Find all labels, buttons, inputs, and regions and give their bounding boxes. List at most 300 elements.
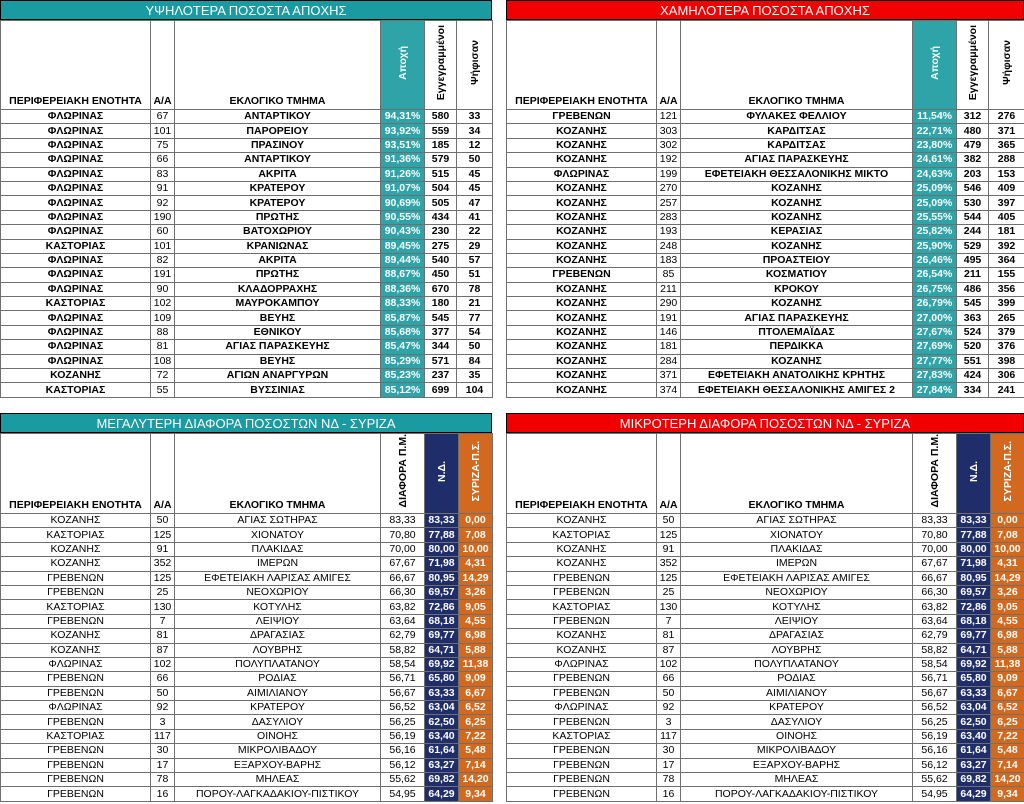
cell-region: ΓΡΕΒΕΝΩΝ [507, 268, 657, 282]
cell-nd: 68,18 [425, 614, 459, 628]
table-row [1, 773, 493, 787]
cell-aa: 87 [657, 643, 681, 657]
col-header-voted: Ψήφισαν [989, 21, 1024, 110]
cell-section: ΠΕΡΔΙΚΚΑ [681, 340, 913, 354]
cell-abstention: 25,55% [913, 210, 957, 224]
cell-section: ΑΙΜΙΛΙΑΝΟΥ [681, 686, 913, 700]
table-row [1, 297, 493, 311]
cell-section: ΠΡΑΣΙΝΟΥ [175, 138, 381, 152]
cell-syriza: 14,29 [459, 571, 493, 585]
cell-diff: 58,82 [913, 643, 957, 657]
cell-section: ΚΟΤΥΛΗΣ [681, 600, 913, 614]
cell-diff: 56,12 [381, 758, 425, 772]
cell-abstention: 90,55% [381, 210, 425, 224]
table-row [1, 369, 493, 383]
table-row [507, 729, 1024, 743]
cell-region: ΓΡΕΒΕΝΩΝ [507, 787, 657, 801]
cell-section: ΑΓΙΑΣ ΠΑΡΑΣΚΕΥΗΣ [681, 153, 913, 167]
cell-abstention: 23,80% [913, 138, 957, 152]
cell-diff: 66,67 [381, 571, 425, 585]
cell-aa: 270 [657, 181, 681, 195]
cell-diff: 63,82 [913, 600, 957, 614]
cell-aa: 55 [151, 383, 175, 397]
col-header-aa: Α/Α [151, 21, 175, 110]
cell-voted: 181 [989, 225, 1024, 239]
cell-aa: 50 [151, 514, 175, 528]
cell-region: ΓΡΕΒΕΝΩΝ [507, 110, 657, 124]
table-row [1, 614, 493, 628]
cell-aa: 102 [151, 297, 175, 311]
panel-title: ΧΑΜΗΛΟΤΕΡΑ ΠΟΣΟΣΤΑ ΑΠΟΧΗΣ [506, 0, 1024, 20]
col-header-region: ΠΕΡΙΦΕΡΕΙΑΚΗ ΕΝΟΤΗΤΑ [1, 434, 151, 514]
cell-registered: 377 [425, 325, 457, 339]
cell-region: ΦΛΩΡΙΝΑΣ [1, 225, 151, 239]
cell-diff: 70,00 [381, 542, 425, 556]
cell-voted: 50 [457, 340, 493, 354]
cell-voted: 376 [989, 340, 1024, 354]
cell-aa: 66 [151, 672, 175, 686]
cell-nd: 69,82 [957, 773, 991, 787]
cell-diff: 62,79 [913, 629, 957, 643]
table-row [507, 138, 1024, 152]
difference-table [506, 433, 1024, 802]
cell-aa: 87 [151, 643, 175, 657]
cell-region: ΓΡΕΒΕΝΩΝ [507, 744, 657, 758]
cell-nd: 62,50 [425, 715, 459, 729]
cell-nd: 63,33 [957, 686, 991, 700]
cell-abstention: 91,36% [381, 153, 425, 167]
cell-region: ΚΟΖΑΝΗΣ [507, 124, 657, 138]
cell-section: ΕΦΕΤΕΙΑΚΗ ΛΑΡΙΣΑΣ ΑΜΙΓΕΣ [681, 571, 913, 585]
cell-voted: 45 [457, 167, 493, 181]
cell-voted: 54 [457, 325, 493, 339]
cell-section: ΛΟΥΒΡΗΣ [681, 643, 913, 657]
cell-abstention: 26,79% [913, 297, 957, 311]
cell-voted: 379 [989, 325, 1024, 339]
cell-nd: 63,04 [957, 701, 991, 715]
panel-title: ΥΨΗΛΟΤΕΡΑ ΠΟΣΟΣΤΑ ΑΠΟΧΗΣ [0, 0, 492, 20]
cell-nd: 64,29 [425, 787, 459, 801]
cell-syriza: 7,22 [459, 729, 493, 743]
cell-registered: 486 [957, 282, 989, 296]
cell-section: ΠΟΛΥΠΛΑΤΑΝΟΥ [175, 657, 381, 671]
cell-aa: 125 [151, 528, 175, 542]
cell-voted: 276 [989, 110, 1024, 124]
cell-region: ΓΡΕΒΕΝΩΝ [507, 571, 657, 585]
table-row [1, 672, 493, 686]
cell-syriza: 7,14 [459, 758, 493, 772]
col-header-region: ΠΕΡΙΦΕΡΕΙΑΚΗ ΕΝΟΤΗΤΑ [507, 434, 657, 514]
cell-nd: 69,57 [957, 585, 991, 599]
cell-region: ΦΛΩΡΙΝΑΣ [1, 354, 151, 368]
cell-syriza: 5,88 [459, 643, 493, 657]
cell-abstention: 93,51% [381, 138, 425, 152]
cell-registered: 450 [425, 268, 457, 282]
cell-diff: 56,16 [913, 744, 957, 758]
cell-aa: 3 [151, 715, 175, 729]
table-row [507, 340, 1024, 354]
cell-aa: 66 [151, 153, 175, 167]
cell-nd: 68,18 [957, 614, 991, 628]
cell-aa: 30 [151, 744, 175, 758]
table-row [507, 614, 1024, 628]
table-row [507, 643, 1024, 657]
cell-diff: 58,54 [913, 657, 957, 671]
cell-diff: 56,16 [381, 744, 425, 758]
cell-abstention: 91,07% [381, 181, 425, 195]
cell-section: ΠΟΛΥΠΛΑΤΑΝΟΥ [681, 657, 913, 671]
cell-region: ΚΟΖΑΝΗΣ [1, 629, 151, 643]
cell-syriza: 7,08 [991, 528, 1024, 542]
cell-section: ΕΦΕΤΕΙΑΚΗ ΘΕΣΣΑΛΟΝΙΚΗΣ ΑΜΙΓΕΣ 2 [681, 383, 913, 397]
cell-region: ΚΟΖΑΝΗΣ [507, 557, 657, 571]
largest-difference-panel [0, 413, 492, 804]
cell-region: ΓΡΕΒΕΝΩΝ [507, 715, 657, 729]
cell-diff: 54,95 [381, 787, 425, 801]
cell-region: ΚΟΖΑΝΗΣ [507, 253, 657, 267]
cell-section: ΠΑΡΟΡΕΙΟΥ [175, 124, 381, 138]
cell-section: ΚΟΖΑΝΗΣ [681, 196, 913, 210]
cell-nd: 63,40 [957, 729, 991, 743]
table-row [507, 686, 1024, 700]
cell-syriza: 6,25 [459, 715, 493, 729]
cell-region: ΦΛΩΡΙΝΑΣ [1, 311, 151, 325]
cell-region: ΚΟΖΑΝΗΣ [507, 340, 657, 354]
cell-section: ΒΥΣΣΙΝΙΑΣ [175, 383, 381, 397]
cell-region: ΦΛΩΡΙΝΑΣ [1, 340, 151, 354]
cell-voted: 35 [457, 369, 493, 383]
table-row [1, 600, 493, 614]
table-row [1, 542, 493, 556]
table-row [507, 225, 1024, 239]
cell-section: ΚΟΖΑΝΗΣ [681, 210, 913, 224]
cell-abstention: 88,36% [381, 282, 425, 296]
cell-section: ΡΟΔΙΑΣ [681, 672, 913, 686]
cell-voted: 392 [989, 239, 1024, 253]
cell-aa: 257 [657, 196, 681, 210]
cell-diff: 56,52 [381, 701, 425, 715]
cell-nd: 61,64 [425, 744, 459, 758]
table-row [1, 787, 493, 801]
cell-region: ΦΛΩΡΙΝΑΣ [507, 701, 657, 715]
table-row [507, 600, 1024, 614]
cell-section: ΛΕΙΨΙΟΥ [175, 614, 381, 628]
cell-diff: 55,62 [913, 773, 957, 787]
cell-registered: 495 [957, 253, 989, 267]
cell-diff: 67,67 [381, 557, 425, 571]
table-row [1, 282, 493, 296]
cell-registered: 180 [425, 297, 457, 311]
cell-nd: 62,50 [957, 715, 991, 729]
cell-diff: 56,12 [913, 758, 957, 772]
cell-region: ΦΛΩΡΙΝΑΣ [1, 167, 151, 181]
cell-region: ΦΛΩΡΙΝΑΣ [507, 167, 657, 181]
cell-section: ΚΑΡΔΙΤΣΑΣ [681, 138, 913, 152]
cell-region: ΦΛΩΡΙΝΑΣ [1, 153, 151, 167]
cell-aa: 92 [151, 701, 175, 715]
cell-syriza: 5,48 [991, 744, 1024, 758]
cell-region: ΚΑΣΤΟΡΙΑΣ [1, 383, 151, 397]
cell-diff: 63,64 [913, 614, 957, 628]
cell-nd: 80,95 [425, 571, 459, 585]
cell-voted: 104 [457, 383, 493, 397]
smallest-difference-panel [506, 413, 1024, 804]
cell-abstention: 22,71% [913, 124, 957, 138]
cell-registered: 363 [957, 311, 989, 325]
cell-abstention: 24,61% [913, 153, 957, 167]
cell-voted: 364 [989, 253, 1024, 267]
col-header-registered: Εγγεγραμμένοι [957, 21, 989, 110]
cell-section: ΧΙΟΝΑΤΟΥ [175, 528, 381, 542]
cell-voted: 34 [457, 124, 493, 138]
cell-aa: 92 [657, 701, 681, 715]
cell-section: ΜΙΚΡΟΛΙΒΑΔΟΥ [681, 744, 913, 758]
cell-diff: 63,64 [381, 614, 425, 628]
table-row [507, 167, 1024, 181]
cell-aa: 117 [657, 729, 681, 743]
cell-region: ΚΟΖΑΝΗΣ [507, 153, 657, 167]
cell-diff: 58,54 [381, 657, 425, 671]
cell-diff: 66,30 [913, 585, 957, 599]
cell-region: ΦΛΩΡΙΝΑΣ [1, 124, 151, 138]
col-header-syriza: ΣΥΡΙΖΑ-Π.Σ. [991, 434, 1024, 514]
table-row [507, 758, 1024, 772]
cell-voted: 77 [457, 311, 493, 325]
cell-section: ΠΛΑΚΙΔΑΣ [175, 542, 381, 556]
cell-aa: 30 [657, 744, 681, 758]
cell-region: ΓΡΕΒΕΝΩΝ [1, 571, 151, 585]
cell-diff: 56,71 [381, 672, 425, 686]
cell-abstention: 94,31% [381, 110, 425, 124]
cell-syriza: 4,55 [991, 614, 1024, 628]
cell-section: ΝΕΟΧΩΡΙΟΥ [681, 585, 913, 599]
cell-syriza: 6,98 [459, 629, 493, 643]
cell-voted: 288 [989, 153, 1024, 167]
cell-aa: 374 [657, 383, 681, 397]
cell-syriza: 11,38 [991, 657, 1024, 671]
cell-section: ΔΑΣΥΛΙΟΥ [175, 715, 381, 729]
cell-section: ΑΓΙΑΣ ΣΩΤΗΡΑΣ [175, 514, 381, 528]
cell-diff: 56,25 [913, 715, 957, 729]
cell-section: ΠΛΑΚΙΔΑΣ [681, 542, 913, 556]
cell-region: ΦΛΩΡΙΝΑΣ [1, 282, 151, 296]
cell-abstention: 85,29% [381, 354, 425, 368]
cell-nd: 71,98 [957, 557, 991, 571]
cell-section: ΒΑΤΟΧΩΡΙΟΥ [175, 225, 381, 239]
cell-abstention: 85,87% [381, 311, 425, 325]
cell-aa: 130 [657, 600, 681, 614]
cell-section: ΚΡΑΤΕΡΟΥ [175, 181, 381, 195]
cell-voted: 155 [989, 268, 1024, 282]
panel-title: ΜΕΓΑΛΥΤΕΡΗ ΔΙΑΦΟΡΑ ΠΟΣΟΣΤΩΝ ΝΔ - ΣΥΡΙΖΑ [0, 413, 492, 433]
cell-voted: 22 [457, 225, 493, 239]
table-row [507, 744, 1024, 758]
table-row [1, 686, 493, 700]
cell-section: ΡΟΔΙΑΣ [175, 672, 381, 686]
cell-aa: 191 [657, 311, 681, 325]
cell-aa: 303 [657, 124, 681, 138]
col-header-aa: Α/Α [657, 434, 681, 514]
cell-abstention: 27,69% [913, 340, 957, 354]
cell-region: ΚΑΣΤΟΡΙΑΣ [1, 729, 151, 743]
table-row [507, 701, 1024, 715]
cell-section: ΔΡΑΓΑΣΙΑΣ [175, 629, 381, 643]
cell-aa: 50 [151, 686, 175, 700]
cell-nd: 80,00 [425, 542, 459, 556]
cell-registered: 515 [425, 167, 457, 181]
table-row [1, 253, 493, 267]
cell-aa: 284 [657, 354, 681, 368]
cell-section: ΛΕΙΨΙΟΥ [681, 614, 913, 628]
cell-section: ΠΤΟΛΕΜΑΪΔΑΣ [681, 325, 913, 339]
cell-region: ΚΟΖΑΝΗΣ [507, 210, 657, 224]
cell-region: ΦΛΩΡΙΝΑΣ [1, 210, 151, 224]
cell-registered: 211 [957, 268, 989, 282]
cell-section: ΚΟΖΑΝΗΣ [681, 239, 913, 253]
table-row [1, 354, 493, 368]
cell-diff: 58,82 [381, 643, 425, 657]
cell-registered: 544 [957, 210, 989, 224]
cell-aa: 3 [657, 715, 681, 729]
cell-voted: 12 [457, 138, 493, 152]
col-header-section: ΕΚΛΟΓΙΚΟ ΤΜΗΜΑ [681, 434, 913, 514]
table-row [1, 138, 493, 152]
cell-section: ΕΦΕΤΕΙΑΚΗ ΘΕΣΣΑΛΟΝΙΚΗΣ ΜΙΚΤΟ [681, 167, 913, 181]
cell-section: ΠΡΩΤΗΣ [175, 268, 381, 282]
cell-aa: 78 [151, 773, 175, 787]
cell-voted: 50 [457, 153, 493, 167]
cell-syriza: 0,00 [991, 514, 1024, 528]
cell-aa: 102 [657, 657, 681, 671]
cell-syriza: 6,98 [991, 629, 1024, 643]
cell-aa: 50 [657, 514, 681, 528]
cell-section: ΜΗΛΕΑΣ [681, 773, 913, 787]
cell-region: ΚΟΖΑΝΗΣ [507, 138, 657, 152]
cell-region: ΚΟΖΑΝΗΣ [507, 297, 657, 311]
col-header-voted: Ψήφισαν [457, 21, 493, 110]
cell-section: ΦΥΛΑΚΕΣ ΦΕΛΛΙΟΥ [681, 110, 913, 124]
cell-section: ΑΙΜΙΛΙΑΝΟΥ [175, 686, 381, 700]
cell-aa: 25 [151, 585, 175, 599]
cell-section: ΠΡΟΑΣΤΕΙΟΥ [681, 253, 913, 267]
table-row [507, 557, 1024, 571]
table-row [1, 585, 493, 599]
cell-registered: 434 [425, 210, 457, 224]
cell-section: ΚΡΟΚΟΥ [681, 282, 913, 296]
cell-syriza: 6,52 [459, 701, 493, 715]
cell-aa: 211 [657, 282, 681, 296]
col-header-registered: Εγγεγραμμένοι [425, 21, 457, 110]
cell-section: ΚΑΡΔΙΤΣΑΣ [681, 124, 913, 138]
table-row [507, 369, 1024, 383]
lowest-abstention-panel [506, 0, 1024, 400]
cell-voted: 153 [989, 167, 1024, 181]
col-header-diff: ΔΙΑΦΟΡΑ Π.Μ. [913, 434, 957, 514]
cell-voted: 265 [989, 311, 1024, 325]
cell-region: ΚΟΖΑΝΗΣ [507, 325, 657, 339]
cell-diff: 56,19 [913, 729, 957, 743]
table-row [1, 715, 493, 729]
cell-region: ΓΡΕΒΕΝΩΝ [1, 672, 151, 686]
cell-aa: 302 [657, 138, 681, 152]
cell-nd: 83,33 [425, 514, 459, 528]
table-row [507, 268, 1024, 282]
cell-section: ΒΕΥΗΣ [175, 311, 381, 325]
cell-region: ΚΟΖΑΝΗΣ [507, 383, 657, 397]
cell-aa: 17 [151, 758, 175, 772]
cell-aa: 81 [657, 629, 681, 643]
cell-registered: 529 [957, 239, 989, 253]
cell-region: ΓΡΕΒΕΝΩΝ [1, 744, 151, 758]
cell-nd: 63,27 [425, 758, 459, 772]
cell-registered: 571 [425, 354, 457, 368]
cell-registered: 545 [957, 297, 989, 311]
cell-aa: 283 [657, 210, 681, 224]
table-row [1, 528, 493, 542]
cell-aa: 72 [151, 369, 175, 383]
cell-nd: 64,29 [957, 787, 991, 801]
cell-section: ΑΚΡΙΤΑ [175, 167, 381, 181]
table-row [507, 657, 1024, 671]
cell-aa: 102 [151, 657, 175, 671]
cell-region: ΚΑΣΤΟΡΙΑΣ [507, 729, 657, 743]
table-row [1, 744, 493, 758]
table-row [507, 210, 1024, 224]
table-row [1, 340, 493, 354]
cell-region: ΚΟΖΑΝΗΣ [507, 181, 657, 195]
cell-abstention: 90,69% [381, 196, 425, 210]
cell-section: ΚΡΑΤΕΡΟΥ [681, 701, 913, 715]
cell-aa: 85 [657, 268, 681, 282]
cell-syriza: 4,55 [459, 614, 493, 628]
cell-region: ΓΡΕΒΕΝΩΝ [1, 686, 151, 700]
cell-region: ΦΛΩΡΙΝΑΣ [1, 110, 151, 124]
cell-region: ΦΛΩΡΙΝΑΣ [1, 701, 151, 715]
cell-syriza: 0,00 [459, 514, 493, 528]
cell-aa: 91 [151, 181, 175, 195]
cell-nd: 69,92 [957, 657, 991, 671]
cell-abstention: 25,82% [913, 225, 957, 239]
cell-aa: 125 [657, 528, 681, 542]
cell-aa: 81 [151, 340, 175, 354]
cell-abstention: 27,00% [913, 311, 957, 325]
cell-diff: 67,67 [913, 557, 957, 571]
cell-region: ΚΑΣΤΟΡΙΑΣ [1, 297, 151, 311]
cell-section: ΚΟΤΥΛΗΣ [175, 600, 381, 614]
cell-registered: 230 [425, 225, 457, 239]
cell-section: ΚΕΡΑΣΙΑΣ [681, 225, 913, 239]
table-row [507, 585, 1024, 599]
cell-abstention: 25,90% [913, 239, 957, 253]
table-row [507, 253, 1024, 267]
cell-voted: 57 [457, 253, 493, 267]
table-row [507, 354, 1024, 368]
table-row [1, 181, 493, 195]
cell-section: ΕΦΕΤΕΙΑΚΗ ΛΑΡΙΣΑΣ ΑΜΙΓΕΣ [175, 571, 381, 585]
highest-abstention-panel [0, 0, 492, 400]
cell-section: ΑΓΙΑΣ ΠΑΡΑΣΚΕΥΗΣ [175, 340, 381, 354]
cell-abstention: 27,67% [913, 325, 957, 339]
cell-section: ΧΙΟΝΑΤΟΥ [681, 528, 913, 542]
cell-aa: 121 [657, 110, 681, 124]
col-header-aa: Α/Α [151, 434, 175, 514]
table-row [1, 325, 493, 339]
cell-diff: 83,33 [913, 514, 957, 528]
cell-abstention: 27,83% [913, 369, 957, 383]
cell-diff: 54,95 [913, 787, 957, 801]
col-header-nd: Ν.Δ. [957, 434, 991, 514]
cell-registered: 551 [957, 354, 989, 368]
